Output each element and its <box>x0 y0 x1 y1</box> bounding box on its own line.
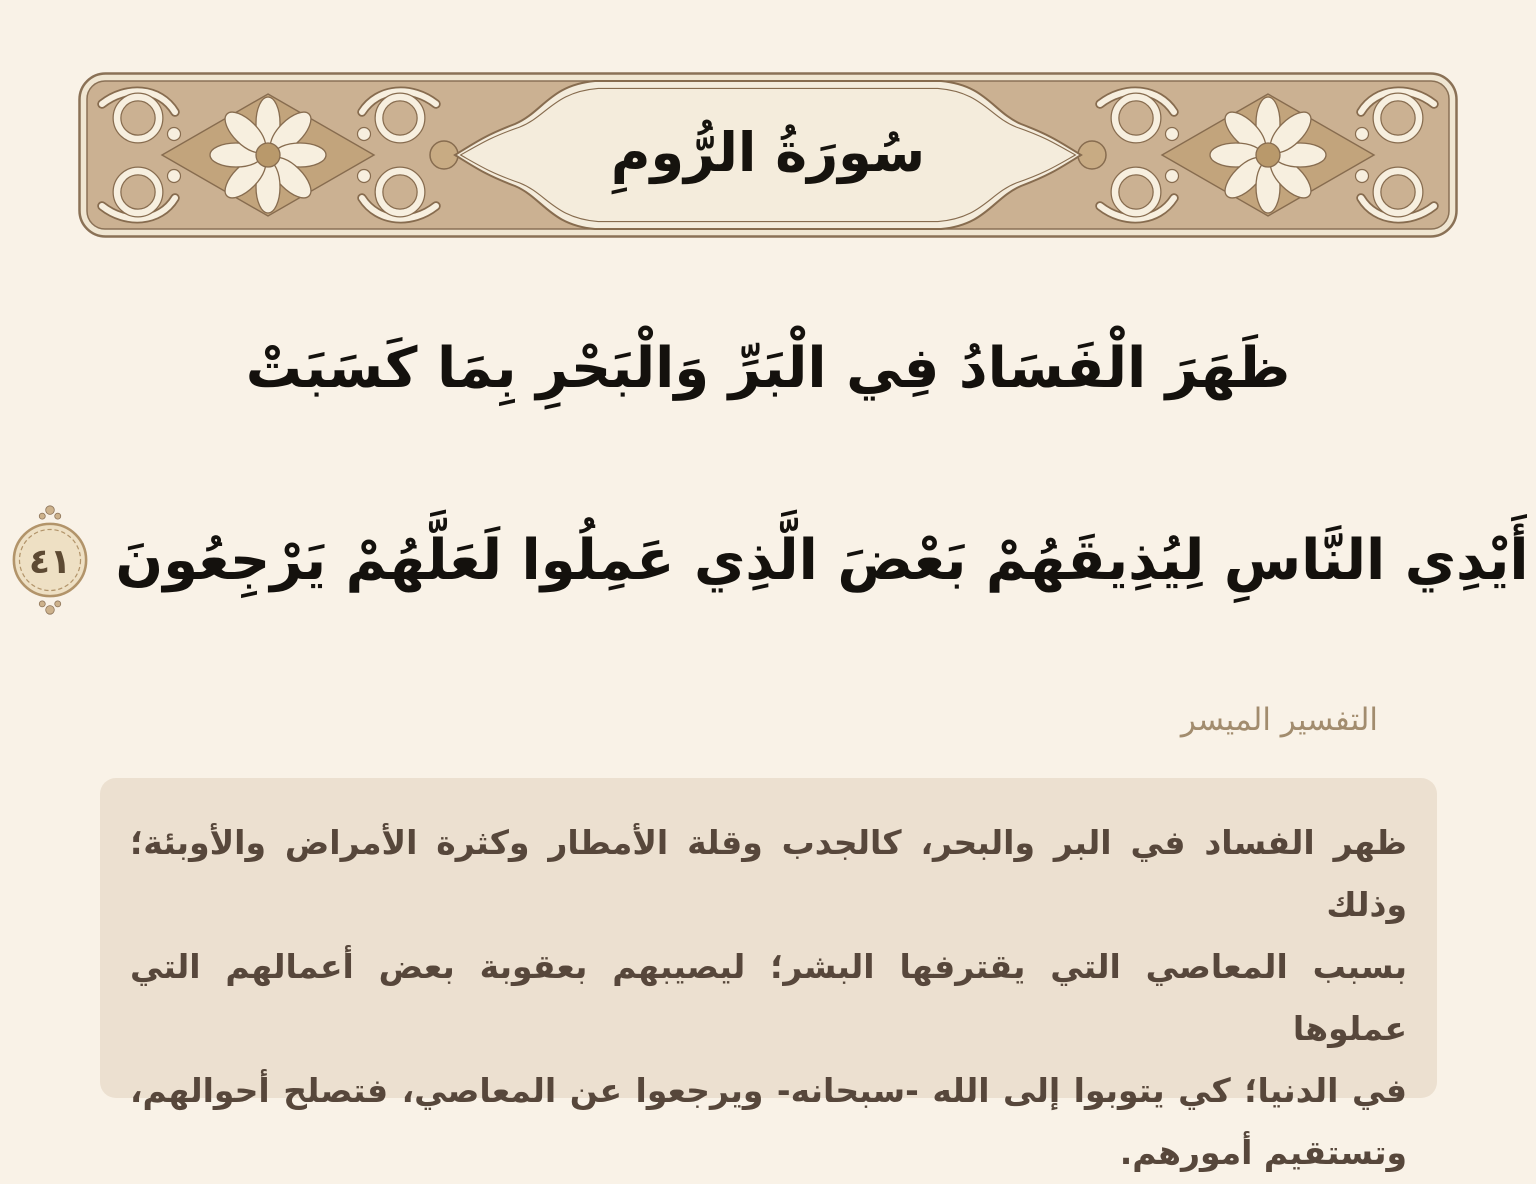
tafsir-line: في الدنيا؛ كي يتوبوا إلى الله -سبحانه- ويرجعوا عن المعاصي، فتصلح أحوالهم، <box>130 1071 1407 1110</box>
tafsir-box <box>100 778 1437 1172</box>
surah-title: سُورَةُ الرُّومِ <box>610 120 926 184</box>
verse-block <box>29 272 1529 656</box>
ayah-number: ٤١ <box>29 541 72 582</box>
verse-line-2 <box>29 464 1529 656</box>
verse-line-2-text: أَيْدِي النَّاسِ لِيُذِيقَهُمْ بَعْضَ الَّذِي عَمِلُوا لَعَلَّهُمْ يَرْجِعُونَ <box>115 527 1529 593</box>
tafsir-line: ظهر الفساد في البر والبحر، كالجدب وقلة الأمطار وكثرة الأمراض والأوبئة؛ وذلك <box>130 823 1407 924</box>
verse-line-1: ظَهَرَ الْفَسَادُ فِي الْبَرِّ وَالْبَحْرِ بِمَا كَسَبَتْ <box>245 335 1291 401</box>
surah-banner <box>78 72 1458 238</box>
ayah-number-medallion-icon <box>7 502 93 618</box>
tafsir-line: وتستقيم أمورهم. <box>1119 1133 1407 1172</box>
tafsir-line: بسبب المعاصي التي يقترفها البشر؛ ليصيبهم بعقوبة بعض أعمالهم التي عملوها <box>130 947 1407 1048</box>
tafsir-source-label: التفسير الميسر <box>1180 702 1378 738</box>
